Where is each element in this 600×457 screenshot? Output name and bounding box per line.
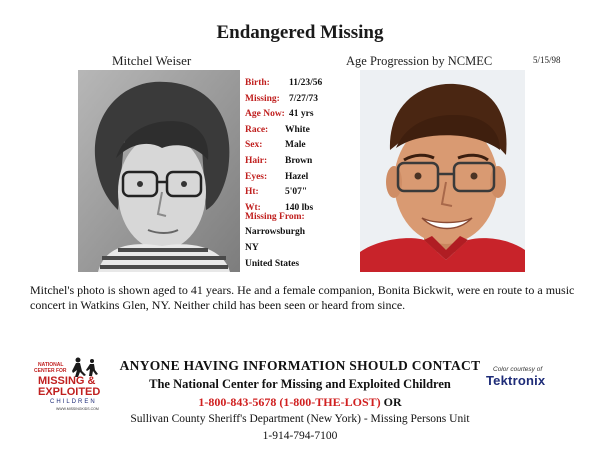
hotline-number: 1-800-843-5678 (1-800-THE-LOST) [198,395,381,409]
child-name: Mitchel Weiser [112,53,192,68]
fact-value: 7/27/73 [289,93,319,104]
fact-eyes [245,172,355,188]
missing-from-label: Missing From: [245,212,305,222]
sheriff-phone: 1-914-794-7100 [262,430,338,442]
age-progression-photo [360,70,525,272]
or-text: OR [383,395,402,409]
fact-value: Brown [285,155,313,166]
age-progression-heading: Age Progression by NCMEC [346,54,493,68]
missing-from-city: Narrowsburgh [245,227,305,237]
ncmec-logo-line2: CENTER FOR [34,368,67,374]
poster-title: Endangered Missing [216,22,384,43]
contact-organization: The National Center for Missing and Exploited Children [149,377,451,391]
sheriff-department: Sullivan County Sheriff's Department (New York) - Missing Persons Unit [130,413,470,425]
boy-portrait-image [78,70,240,272]
original-photo [78,70,240,272]
fact-label: Sex: [245,140,263,151]
color-courtesy-text: Color courtesy of [493,366,543,373]
fact-label: Wt: [245,202,261,213]
fact-age-now [245,109,355,125]
hotline-line [0,395,600,410]
fact-label: Race: [245,124,269,135]
ncmec-logo-line5: CHILDREN [50,399,97,405]
fact-label: Eyes: [245,171,268,182]
fact-label: Age Now: [245,109,285,120]
ncmec-logo-url: WWW.MISSINGKIDS.COM [56,407,99,411]
missing-from-state: NY [245,243,259,253]
fact-value: 5'07" [285,187,308,198]
fact-race [245,125,355,141]
ncmec-logo-line4: EXPLOITED [38,386,101,398]
age-progressed-portrait-image [360,70,525,272]
case-summary: Mitchel's photo is shown aged to 41 years. He and a female companion, Bonita Bickwit, were en route to a music concert in Watkins Glen, NY. Neither child has been seen or heard from since. [30,283,575,312]
facts-list [245,78,355,218]
ncmec-logo-line3: MISSING & [38,375,96,387]
fact-birth [245,78,355,94]
missing-from-country: United States [245,259,300,269]
fact-height [245,187,355,203]
age-progression-date: 5/15/98 [533,55,561,65]
fact-value: White [285,124,310,135]
fact-hair [245,156,355,172]
fact-label: Birth: [245,78,270,88]
fact-value: 11/23/56 [289,78,323,88]
ncmec-logo-line1: NATIONAL [38,362,64,368]
fact-sex [245,140,355,156]
contact-heading: ANYONE HAVING INFORMATION SHOULD CONTACT [119,358,481,373]
fact-label: Missing: [245,93,280,104]
fact-value: 140 lbs [285,202,314,213]
fact-label: Hair: [245,155,268,166]
fact-label: Ht: [245,187,259,198]
tektronix-logo: Tektronix [486,373,546,388]
fact-value: 41 yrs [289,109,314,120]
fact-missing [245,94,355,110]
fact-value: Male [285,140,306,151]
fact-value: Hazel [285,171,309,182]
